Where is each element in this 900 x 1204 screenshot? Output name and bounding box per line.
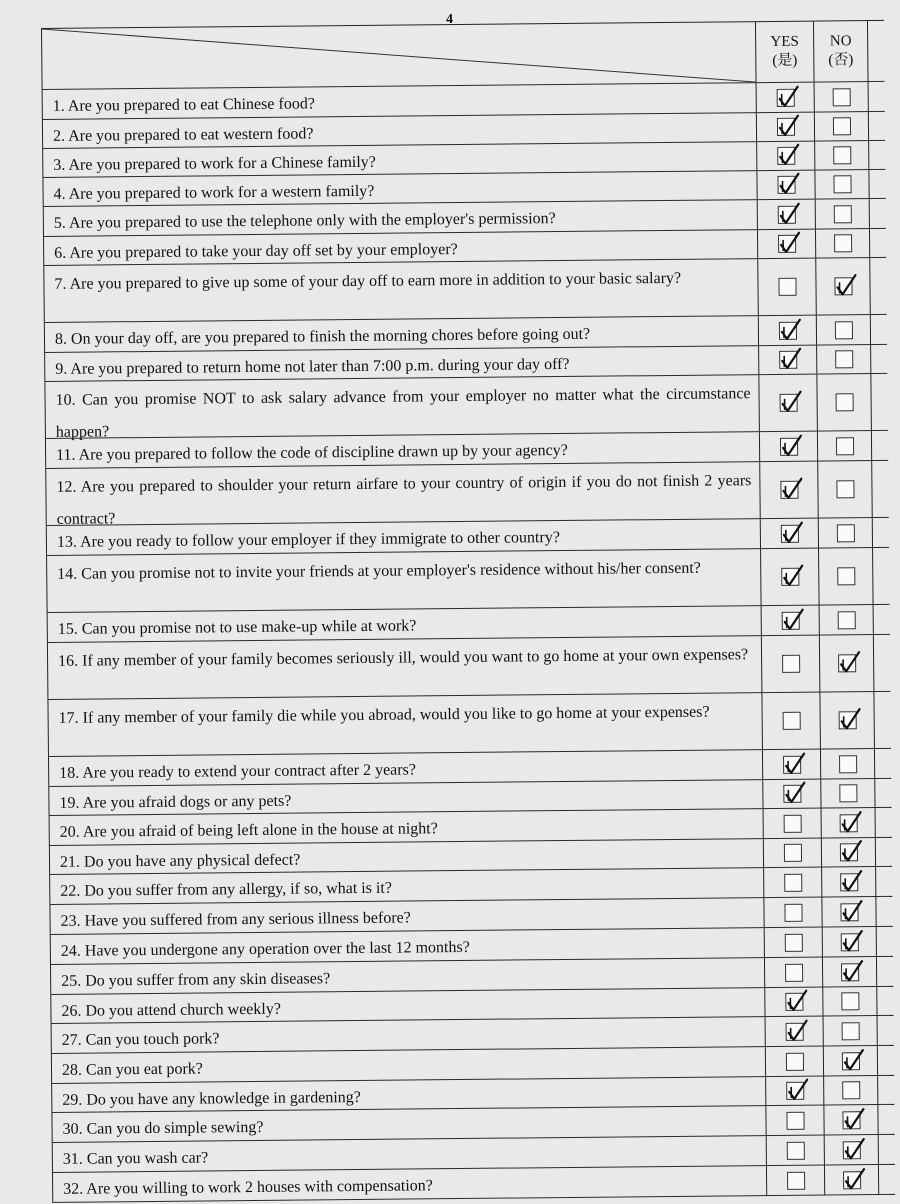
yes-cell: [765, 988, 823, 1017]
no-checkbox[interactable]: [841, 992, 859, 1010]
no-cell: [822, 867, 876, 897]
yes-cell: [766, 1047, 824, 1077]
no-cell: [824, 1076, 878, 1105]
questionnaire-table: [41, 20, 895, 1203]
no-checkbox[interactable]: [842, 1111, 860, 1129]
question-text: 1. Are you prepared to eat Chinese food?: [43, 83, 757, 119]
no-checkbox[interactable]: [838, 711, 856, 729]
question-text: 10. Can you promise NOT to ask salary advance from your employer no matter what the circumstance happen?: [45, 375, 760, 438]
yes-checkbox[interactable]: [777, 147, 795, 165]
yes-cell: [760, 462, 819, 519]
yes-checkbox[interactable]: [779, 437, 797, 455]
no-checkbox[interactable]: [834, 321, 852, 339]
no-checkbox[interactable]: [833, 205, 851, 223]
yes-cell: [764, 839, 822, 868]
no-cell: [818, 431, 872, 461]
no-cell: [820, 605, 874, 635]
yes-cell: [759, 375, 818, 432]
no-checkbox[interactable]: [839, 755, 857, 773]
no-checkbox[interactable]: [836, 524, 854, 542]
yes-cell: [765, 958, 823, 988]
yes-cell: [758, 259, 817, 316]
no-cell: [819, 548, 874, 605]
question-text: 28. Can you eat pork?: [52, 1047, 766, 1083]
yes-checkbox[interactable]: [785, 1022, 803, 1040]
question-rows: [43, 82, 896, 1203]
no-cell: [822, 838, 876, 867]
question-text: 8. On your day off, are you prepared to finish the morning chores before going out?: [45, 316, 759, 352]
question-text: 18. Are you ready to extend your contract after 2 years?: [49, 750, 763, 786]
yes-checkbox[interactable]: [778, 235, 796, 253]
no-checkbox[interactable]: [835, 350, 853, 368]
yes-checkbox[interactable]: [777, 176, 795, 194]
no-cell: [816, 258, 871, 315]
question-text: 15. Can you promise not to use make-up while at work?: [48, 606, 762, 642]
table-row: [44, 258, 887, 323]
question-text: 30. Can you do simple sewing?: [52, 1106, 766, 1142]
no-checkbox[interactable]: [837, 611, 855, 629]
yes-checkbox[interactable]: [780, 481, 798, 499]
yes-checkbox[interactable]: [782, 712, 800, 730]
no-cell: [816, 229, 870, 258]
yes-cell: [763, 780, 821, 809]
question-text: 17. If any member of your family die while you abroad, would you like to go home at your expenses?: [48, 693, 763, 756]
question-text: 32. Are you willing to work 2 houses with compensation?: [53, 1166, 767, 1202]
yes-checkbox[interactable]: [783, 755, 801, 773]
no-cell: [819, 518, 873, 548]
no-cell: [816, 199, 870, 229]
yes-cell: [760, 432, 818, 462]
question-text: 5. Are you prepared to use the telephone only with the employer's permission?: [44, 200, 758, 236]
no-cell: [815, 112, 869, 141]
question-text: 24. Have you undergone any operation over the last 12 months?: [51, 928, 765, 964]
question-text: 14. Can you promise not to invite your friends at your employer's residence without his/her consent?: [47, 549, 762, 612]
question-text: 11. Are you prepared to follow the code of discipline drawn up by your agency?: [46, 432, 760, 468]
no-checkbox[interactable]: [839, 814, 857, 832]
yes-checkbox[interactable]: [782, 655, 800, 673]
yes-cell: [767, 1166, 825, 1196]
no-cell: [824, 1105, 878, 1135]
no-checkbox[interactable]: [840, 873, 858, 891]
question-text: 3. Are you prepared to work for a Chinese family?: [43, 142, 757, 177]
no-checkbox[interactable]: [841, 1022, 859, 1040]
question-text: 23. Have you suffered from any serious illness before?: [50, 898, 764, 934]
no-cell: [820, 635, 875, 692]
yes-cell: [766, 1017, 824, 1047]
page-number: 4: [446, 12, 453, 27]
no-checkbox[interactable]: [835, 393, 853, 411]
yes-checkbox[interactable]: [778, 321, 796, 339]
no-checkbox[interactable]: [842, 1141, 860, 1159]
yes-checkbox[interactable]: [786, 1082, 804, 1100]
yes-cell: [764, 809, 822, 839]
yes-cell: [757, 113, 815, 142]
yes-cell: [767, 1136, 825, 1166]
no-checkbox[interactable]: [834, 277, 852, 295]
no-checkbox[interactable]: [834, 234, 852, 252]
no-cell: [815, 82, 869, 112]
no-checkbox[interactable]: [842, 1081, 860, 1099]
no-checkbox[interactable]: [836, 480, 854, 498]
no-cell: [824, 1046, 878, 1076]
no-cell: [822, 897, 876, 927]
question-text: 25. Do you suffer from any skin diseases?: [51, 958, 765, 994]
no-checkbox[interactable]: [841, 1052, 859, 1070]
yes-cell: [757, 83, 815, 113]
no-cell: [817, 315, 871, 345]
yes-cell: [761, 549, 820, 606]
no-cell: [824, 1016, 878, 1046]
yes-cell: [762, 693, 821, 750]
question-text: 20. Are you afraid of being left alone in the house at night?: [50, 809, 764, 845]
yes-cell: [759, 346, 817, 375]
yes-checkbox[interactable]: [786, 1111, 804, 1129]
yes-checkbox[interactable]: [781, 611, 799, 629]
yes-cell: [757, 142, 815, 171]
no-checkbox[interactable]: [843, 1171, 861, 1189]
yes-cell: [758, 200, 816, 230]
no-cell: [823, 927, 877, 957]
no-cell: [815, 141, 869, 170]
yes-cell: [766, 1106, 824, 1136]
yes-checkbox[interactable]: [776, 118, 794, 136]
yes-checkbox[interactable]: [783, 785, 801, 803]
no-checkbox[interactable]: [837, 567, 855, 585]
no-chinese-label: (否): [828, 52, 854, 69]
yes-checkbox[interactable]: [780, 524, 798, 542]
question-text: 9. Are you prepared to return home not later than 7:00 p.m. during your day off?: [45, 346, 759, 381]
yes-checkbox[interactable]: [785, 1052, 803, 1070]
yes-checkbox[interactable]: [784, 873, 802, 891]
yes-checkbox[interactable]: [785, 963, 803, 981]
no-cell: [821, 779, 875, 808]
no-cell: [817, 345, 871, 374]
no-checkbox[interactable]: [832, 117, 850, 135]
no-checkbox[interactable]: [835, 437, 853, 455]
yes-checkbox[interactable]: [777, 205, 795, 223]
no-checkbox[interactable]: [832, 88, 850, 106]
no-cell: [820, 692, 875, 749]
header-diagonal-cell: [42, 22, 757, 89]
question-text: 7. Are you prepared to give up some of your day off to earn more in addition to your basic salary?: [44, 259, 759, 322]
no-checkbox[interactable]: [840, 933, 858, 951]
question-text: 26. Do you attend church weekly?: [51, 988, 765, 1023]
table-row: [46, 461, 889, 526]
question-text: 6. Are you prepared to take your day off set by your employer?: [44, 230, 758, 265]
no-column-header: [814, 21, 869, 82]
yes-checkbox[interactable]: [778, 278, 796, 296]
yes-cell: [758, 230, 816, 259]
yes-checkbox[interactable]: [784, 903, 802, 921]
yes-cell: [762, 606, 820, 636]
no-label: NO: [829, 33, 852, 50]
diagonal-line-icon: [42, 22, 757, 89]
table-row: [48, 635, 891, 700]
yes-cell: [757, 171, 815, 200]
no-cell: [817, 374, 872, 431]
yes-cell: [761, 519, 819, 549]
question-text: 13. Are you ready to follow your employer if they immigrate to other country?: [47, 519, 761, 555]
question-text: 12. Are you prepared to shoulder your return airfare to your country of origin if you do not finish 2 years contract?: [46, 462, 761, 525]
no-cell: [823, 987, 877, 1016]
yes-cell: [765, 928, 823, 958]
yes-checkbox[interactable]: [776, 88, 794, 106]
yes-cell: [764, 868, 822, 898]
question-text: 4. Are you prepared to work for a western family?: [43, 171, 757, 206]
no-cell: [825, 1165, 879, 1195]
yes-checkbox[interactable]: [783, 814, 801, 832]
yes-cell: [762, 636, 821, 693]
question-text: 2. Are you prepared to eat western food?: [43, 113, 757, 148]
question-text: 21. Do you have any physical defect?: [50, 839, 764, 874]
no-checkbox[interactable]: [840, 903, 858, 921]
question-text: 22. Do you suffer from any allergy, if so, what is it?: [50, 868, 764, 904]
table-row: [47, 548, 890, 613]
yes-column-header: [756, 22, 815, 83]
question-text: 16. If any member of your family becomes seriously ill, would you want to go home at your own expenses?: [48, 636, 763, 699]
no-checkbox[interactable]: [841, 963, 859, 981]
yes-checkbox[interactable]: [781, 568, 799, 586]
table-row: [48, 692, 891, 757]
no-checkbox[interactable]: [839, 784, 857, 802]
yes-cell: [759, 316, 817, 346]
yes-cell: [763, 750, 821, 780]
no-cell: [823, 957, 877, 987]
table-row: [45, 374, 888, 439]
question-text: 27. Can you touch pork?: [52, 1017, 766, 1053]
no-cell: [825, 1135, 879, 1165]
question-text: 31. Can you wash car?: [53, 1136, 767, 1172]
yes-checkbox[interactable]: [779, 351, 797, 369]
yes-cell: [766, 1077, 824, 1106]
no-cell: [821, 749, 875, 779]
no-checkbox[interactable]: [838, 654, 856, 672]
yes-checkbox[interactable]: [787, 1171, 805, 1189]
yes-checkbox[interactable]: [779, 394, 797, 412]
no-checkbox[interactable]: [833, 146, 851, 164]
no-cell: [815, 170, 869, 199]
no-checkbox[interactable]: [839, 843, 857, 861]
yes-cell: [764, 898, 822, 928]
yes-checkbox[interactable]: [784, 933, 802, 951]
table-header: [42, 21, 885, 90]
no-checkbox[interactable]: [833, 175, 851, 193]
no-cell: [822, 808, 876, 838]
yes-checkbox[interactable]: [786, 1141, 804, 1159]
yes-chinese-label: (是): [772, 52, 798, 69]
yes-checkbox[interactable]: [785, 993, 803, 1011]
yes-label: YES: [770, 33, 799, 50]
yes-checkbox[interactable]: [783, 844, 801, 862]
no-cell: [818, 461, 873, 518]
question-text: 19. Are you afraid dogs or any pets?: [49, 780, 763, 815]
question-text: 29. Do you have any knowledge in gardening?: [52, 1077, 766, 1112]
